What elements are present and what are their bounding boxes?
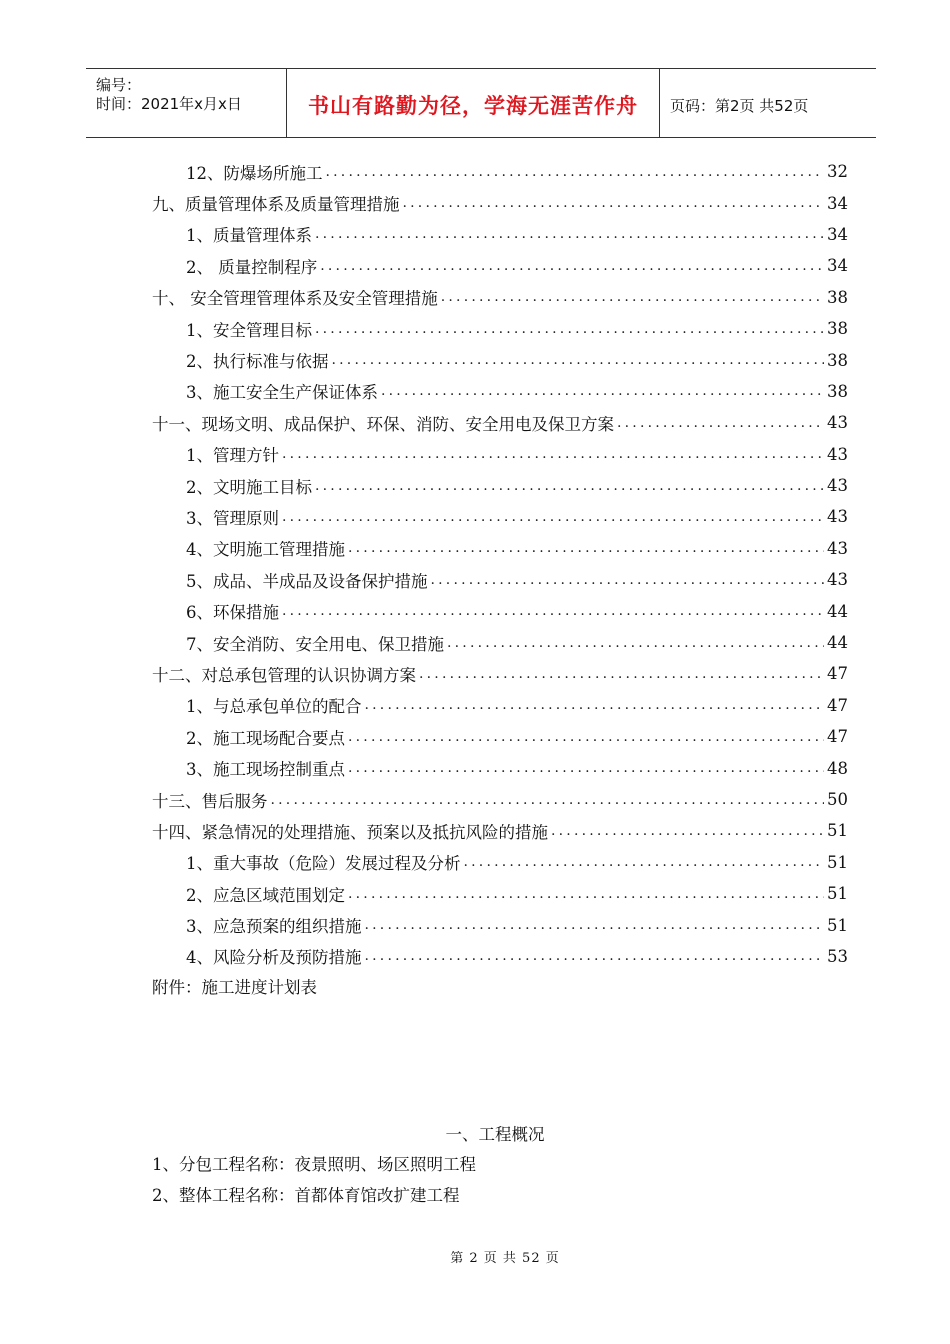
toc-entry-title: 4、文明施工管理措施: [186, 540, 345, 560]
toc-entry-title: 3、管理原则: [186, 508, 279, 528]
toc-entry-title: 5、成品、半成品及设备保护措施: [186, 571, 428, 591]
toc-entry: [152, 344, 848, 375]
toc-entry-page: 32: [827, 162, 848, 182]
toc-entry-title: 2、文明施工目标: [186, 477, 312, 497]
toc-entry: [152, 250, 848, 281]
toc-entry-page: 44: [827, 601, 848, 621]
toc-entry: [152, 752, 848, 783]
toc-entry: [152, 721, 848, 752]
toc-entry-page: 51: [827, 852, 848, 872]
toc-entry-title: 十四、紧急情况的处理措施、预案以及抵抗风险的措施: [152, 822, 548, 842]
toc-entry-title: 2、 质量控制程序: [186, 257, 318, 277]
table-of-contents: [152, 156, 848, 972]
toc-entry-page: 34: [827, 256, 848, 276]
toc-leader-dots: [365, 697, 825, 713]
toc-entry-page: 38: [827, 319, 848, 339]
toc-leader-dots: [315, 321, 824, 337]
toc-entry-title: 2、施工现场配合要点: [186, 728, 345, 748]
toc-entry-title: 1、质量管理体系: [186, 226, 312, 246]
toc-entry: [152, 658, 848, 689]
toc-leader-dots: [381, 383, 824, 399]
header-meta: [86, 69, 287, 137]
toc-entry: [152, 501, 848, 532]
toc-entry: [152, 187, 848, 218]
toc-entry-page: 51: [827, 915, 848, 935]
toc-entry-title: 6、环保措施: [186, 603, 279, 623]
code-label: 编号：: [96, 76, 142, 94]
toc-entry: [152, 313, 848, 344]
toc-entry-title: 1、重大事故（危险）发展过程及分析: [186, 854, 461, 874]
toc-entry: [152, 784, 848, 815]
toc-entry-page: 34: [827, 193, 848, 213]
toc-entry-page: 50: [827, 790, 848, 809]
toc-entry-page: 43: [827, 570, 848, 590]
toc-entry-title: 1、与总承包单位的配合: [186, 697, 362, 717]
toc-leader-dots: [348, 729, 824, 745]
toc-entry-page: 43: [827, 476, 848, 496]
toc-entry-title: 十二、对总承包管理的认识协调方案: [152, 665, 416, 685]
toc-entry-title: 十、 安全管理管理体系及安全管理措施: [152, 289, 438, 309]
toc-entry-page: 38: [827, 287, 848, 307]
toc-entry: [152, 815, 848, 846]
toc-entry-title: 十一、现场文明、成品保护、环保、消防、安全用电及保卫方案: [152, 414, 614, 434]
section-title: 一、工程概况: [445, 1125, 545, 1144]
toc-leader-dots: [271, 792, 825, 808]
subcontract-name-line: 1、分包工程名称：夜景照明、场区照明工程: [152, 1155, 476, 1174]
toc-entry: [152, 156, 848, 187]
toc-leader-dots: [348, 760, 824, 776]
toc-entry-page: 43: [827, 538, 848, 558]
toc-entry-page: 43: [827, 444, 848, 464]
toc-leader-dots: [332, 352, 825, 368]
toc-leader-dots: [431, 572, 825, 588]
page-header: [86, 68, 876, 138]
toc-entry: [152, 282, 848, 313]
toc-leader-dots: [282, 603, 824, 619]
page-footer: 第 2 页 共 52 页: [450, 1251, 560, 1266]
toc-entry-title: 2、应急区域范围划定: [186, 885, 345, 905]
toc-entry-title: 4、风险分析及预防措施: [186, 948, 362, 968]
toc-leader-dots: [348, 540, 824, 556]
toc-entry-title: 3、施工现场控制重点: [186, 760, 345, 780]
toc-entry-title: 九、质量管理体系及质量管理措施: [152, 195, 400, 215]
toc-entry-title: 3、应急预案的组织措施: [186, 917, 362, 937]
toc-entry-page: 38: [827, 350, 848, 370]
toc-leader-dots: [365, 948, 825, 964]
toc-entry: [152, 627, 848, 658]
toc-leader-dots: [551, 823, 824, 839]
toc-leader-dots: [315, 226, 824, 242]
toc-entry: [152, 941, 848, 972]
toc-entry-page: 34: [827, 224, 848, 244]
toc-entry-page: 53: [827, 946, 848, 966]
toc-entry-page: 43: [827, 507, 848, 527]
toc-entry-page: 47: [827, 727, 848, 747]
toc-entry: [152, 407, 848, 438]
toc-entry-page: 48: [827, 758, 848, 778]
toc-entry: [152, 533, 848, 564]
header-motto: 书山有路勤为径，学海无涯苦作舟: [287, 69, 660, 137]
toc-entry: [152, 564, 848, 595]
toc-leader-dots: [315, 478, 824, 494]
toc-entry: [152, 595, 848, 626]
toc-entry-title: 12、防爆场所施工: [186, 163, 323, 183]
toc-entry-page: 47: [827, 695, 848, 715]
toc-leader-dots: [320, 258, 824, 274]
toc-entry-page: 47: [827, 664, 848, 684]
toc-entry-page: 43: [827, 413, 848, 433]
toc-entry: [152, 909, 848, 940]
toc-entry-title: 7、安全消防、安全用电、保卫措施: [186, 634, 444, 654]
toc-leader-dots: [464, 854, 825, 870]
toc-leader-dots: [403, 195, 825, 211]
toc-entry-title: 2、执行标准与依据: [186, 352, 329, 372]
toc-entry-page: 38: [827, 381, 848, 401]
toc-leader-dots: [617, 415, 824, 431]
toc-entry: [152, 847, 848, 878]
toc-leader-dots: [326, 164, 825, 180]
header-page-info: 页码：第2页 共52页: [670, 96, 809, 115]
toc-entry-title: 1、管理方针: [186, 446, 279, 466]
toc-leader-dots: [441, 289, 824, 305]
toc-leader-dots: [282, 509, 824, 525]
overall-project-name-line: 2、整体工程名称：首都体育馆改扩建工程: [152, 1186, 460, 1205]
toc-entry-page: 51: [827, 821, 848, 841]
toc-entry: [152, 690, 848, 721]
toc-entry: [152, 439, 848, 470]
toc-entry-page: 51: [827, 884, 848, 904]
toc-entry-title: 3、施工安全生产保证体系: [186, 383, 378, 403]
toc-leader-dots: [348, 886, 824, 902]
toc-entry: [152, 376, 848, 407]
toc-entry: [152, 219, 848, 250]
toc-leader-dots: [419, 666, 824, 682]
toc-entry: [152, 470, 848, 501]
toc-entry-page: 44: [827, 633, 848, 653]
toc-entry-title: 十三、售后服务: [152, 791, 268, 811]
appendix-line: 附件：施工进度计划表: [152, 978, 317, 997]
toc-leader-dots: [447, 635, 824, 651]
time-label: 时间：2021年x月x日: [96, 95, 242, 113]
toc-entry-title: 1、安全管理目标: [186, 320, 312, 340]
toc-entry: [152, 878, 848, 909]
toc-leader-dots: [282, 446, 824, 462]
toc-leader-dots: [365, 917, 825, 933]
